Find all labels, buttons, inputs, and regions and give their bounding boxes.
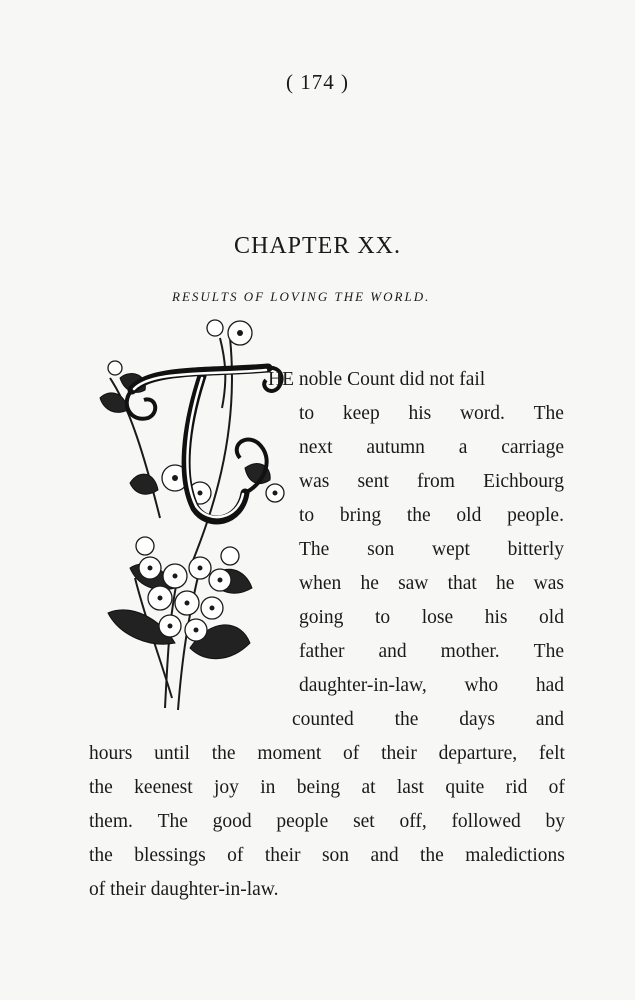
- word: the: [406, 505, 431, 526]
- word: their: [381, 743, 417, 764]
- word: the: [89, 777, 113, 798]
- word: them.: [89, 811, 133, 832]
- text-line: [89, 842, 565, 870]
- text-line: [292, 706, 564, 734]
- word: carriage: [501, 437, 564, 458]
- word: of: [227, 845, 244, 866]
- word: son: [367, 539, 395, 560]
- text-line: of their daughter-in-law.: [89, 879, 279, 900]
- word: that: [447, 573, 477, 594]
- word: people.: [507, 505, 564, 526]
- word: saw: [398, 573, 429, 594]
- word: their: [264, 845, 301, 866]
- word: last: [396, 777, 424, 798]
- text-line: [299, 570, 564, 598]
- word: the: [89, 845, 113, 866]
- word: in: [260, 777, 276, 798]
- word: hours: [89, 743, 133, 764]
- word: to: [299, 505, 315, 526]
- word: being: [296, 777, 341, 798]
- word: keenest: [134, 777, 193, 798]
- word: had: [535, 675, 564, 696]
- word: to: [299, 403, 315, 424]
- word: rid: [505, 777, 528, 798]
- word: of: [343, 743, 360, 764]
- word: of: [548, 777, 565, 798]
- chapter-subtitle: RESULTS OF LOVING THE WORLD.: [172, 289, 431, 304]
- word: and: [378, 641, 407, 662]
- word: and: [370, 845, 399, 866]
- text-line: [299, 638, 564, 666]
- word: by: [545, 811, 565, 832]
- word: to: [374, 607, 391, 628]
- word: days: [459, 709, 495, 730]
- word: counted: [292, 709, 354, 730]
- word: was: [533, 573, 564, 594]
- word: his: [408, 403, 432, 424]
- page-number: ( 174 ): [286, 70, 349, 94]
- word: wept: [431, 539, 470, 560]
- word: autumn: [366, 437, 425, 458]
- text-line: [299, 502, 564, 530]
- word: followed: [451, 811, 521, 832]
- word: who: [464, 675, 499, 696]
- chapter-title: CHAPTER XX.: [233, 233, 401, 259]
- text-line: [299, 672, 564, 700]
- word: good: [212, 811, 252, 832]
- word: old: [539, 607, 564, 628]
- word: he: [360, 573, 379, 594]
- word: going: [299, 607, 344, 628]
- text-line: [299, 604, 564, 632]
- word: a: [458, 437, 468, 458]
- word: off,: [399, 811, 427, 832]
- word: the: [211, 743, 236, 764]
- word: and: [535, 709, 564, 730]
- word: when: [299, 573, 342, 594]
- text-line: HE noble Count did not fail: [268, 369, 486, 390]
- word: son: [321, 845, 350, 866]
- word: he: [496, 573, 515, 594]
- word: bitterly: [507, 539, 564, 560]
- word: mother.: [440, 641, 500, 662]
- word: his: [484, 607, 508, 628]
- word: moment: [257, 743, 322, 764]
- word: bring: [339, 505, 382, 526]
- word: word.: [459, 403, 505, 424]
- word: joy: [214, 777, 239, 798]
- word: lose: [421, 607, 454, 628]
- word: from: [417, 471, 455, 492]
- word: felt: [538, 743, 565, 764]
- word: set: [353, 811, 375, 832]
- text-line: [89, 774, 565, 802]
- word: next: [299, 437, 333, 458]
- word: was: [299, 471, 330, 492]
- word: Eichbourg: [483, 471, 564, 492]
- word: The: [533, 403, 564, 424]
- text-line: [299, 434, 564, 462]
- word: old: [456, 505, 482, 526]
- word: The: [299, 539, 330, 560]
- word: at: [361, 777, 376, 798]
- word: the: [394, 709, 419, 730]
- word: blessings: [134, 845, 206, 866]
- text-line: [299, 468, 564, 496]
- text-line: [89, 808, 565, 836]
- word: the: [420, 845, 444, 866]
- word: father: [299, 641, 345, 662]
- word: departure,: [438, 743, 518, 764]
- word: sent: [357, 471, 389, 492]
- word: maledictions: [465, 845, 565, 866]
- word: The: [157, 811, 188, 832]
- illuminated-initial-t: [90, 318, 290, 710]
- text-line: [299, 400, 564, 428]
- word: quite: [445, 777, 485, 798]
- text-line: [299, 536, 564, 564]
- text-line: [89, 740, 565, 768]
- word: The: [533, 641, 564, 662]
- word: until: [154, 743, 190, 764]
- word: people: [276, 811, 329, 832]
- word: keep: [342, 403, 380, 424]
- word: daughter-in-law,: [299, 675, 427, 696]
